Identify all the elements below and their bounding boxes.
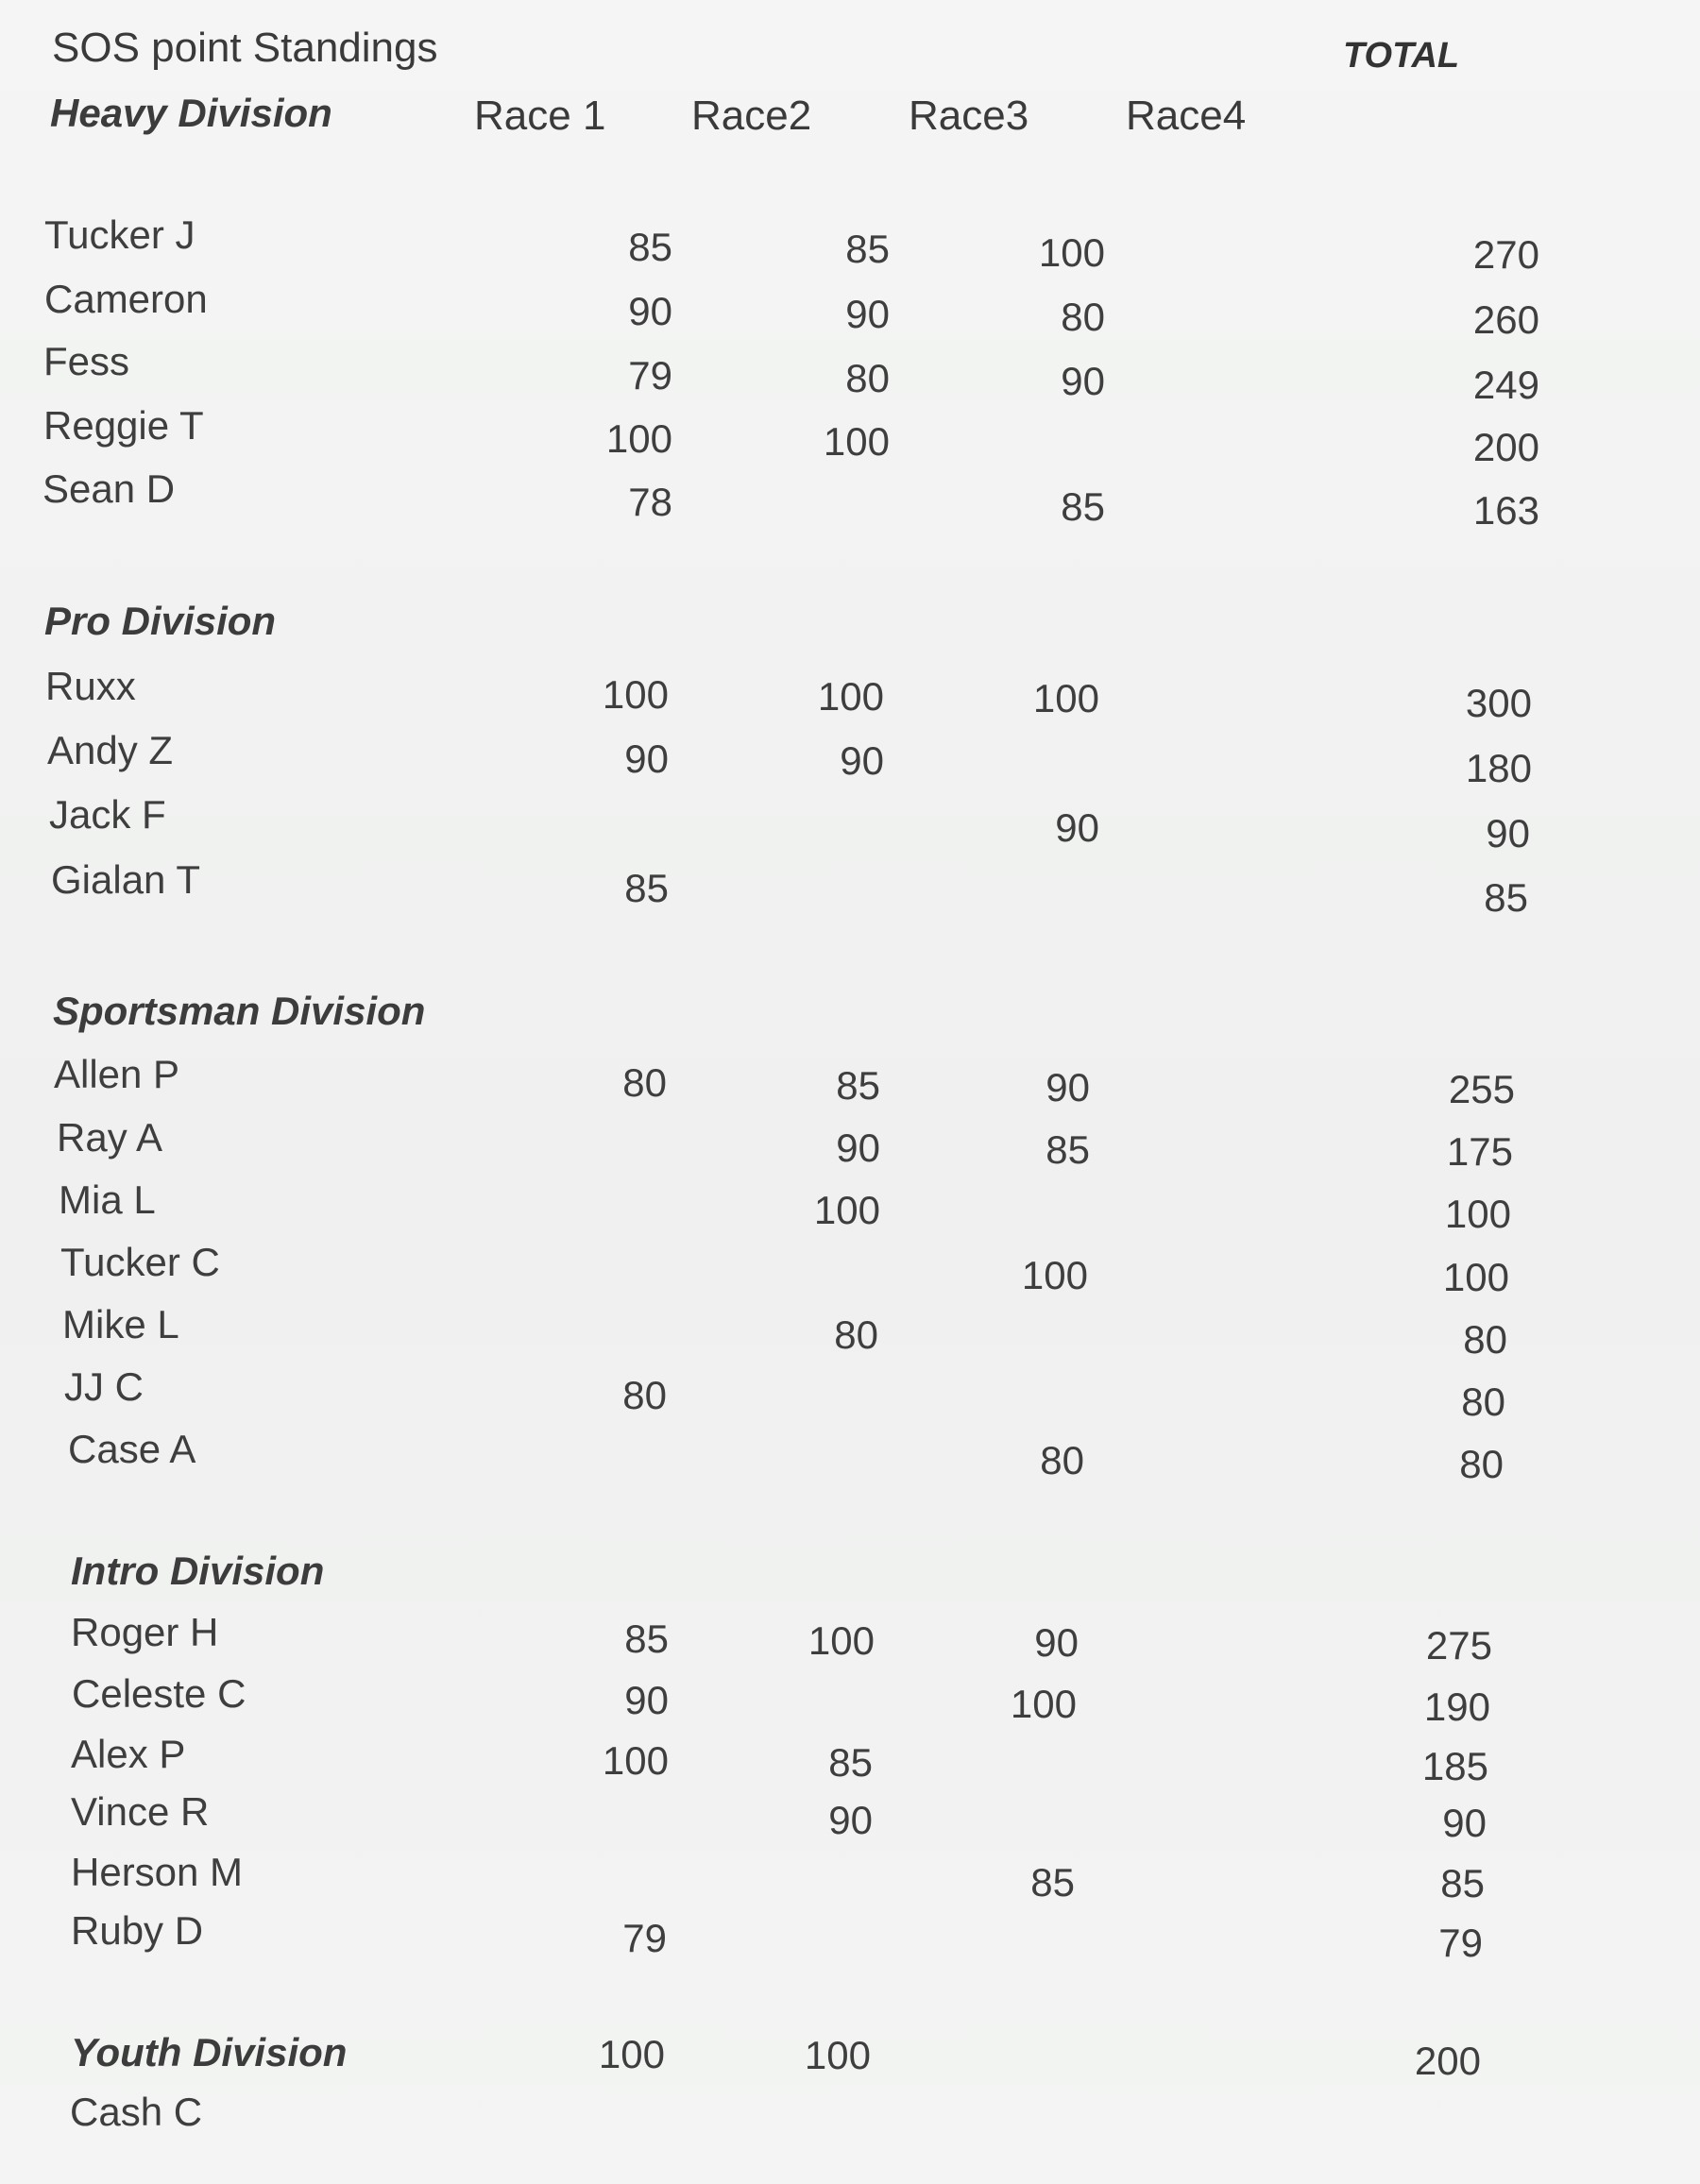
race-3-points: 85 bbox=[1030, 1860, 1075, 1905]
race-2-points: 90 bbox=[845, 292, 890, 336]
racer-name: Allen P bbox=[54, 1052, 180, 1096]
total-points: 79 bbox=[1438, 1921, 1483, 1965]
division-heading-sportsman: Sportsman Division bbox=[53, 989, 426, 1033]
race-3-points: 100 bbox=[1038, 230, 1105, 275]
total-points: 175 bbox=[1446, 1129, 1513, 1174]
racer-name: JJ C bbox=[64, 1364, 144, 1409]
racer-name: Sean D bbox=[42, 466, 176, 511]
division-heading-pro: Pro Division bbox=[44, 599, 277, 643]
race-3-points: 100 bbox=[1010, 1682, 1077, 1726]
total-points: 90 bbox=[1486, 811, 1530, 855]
division-heading-heavy: Heavy Division bbox=[50, 91, 332, 135]
total-points: 163 bbox=[1472, 488, 1539, 533]
total-points: 270 bbox=[1472, 232, 1539, 277]
race-2-points: 80 bbox=[845, 356, 890, 400]
racer-name: Tucker J bbox=[44, 212, 196, 257]
race-1-points: 85 bbox=[624, 866, 669, 910]
total-points: 85 bbox=[1440, 1861, 1485, 1905]
racer-name: Mike L bbox=[62, 1302, 179, 1346]
total-points: 85 bbox=[1484, 875, 1528, 920]
race-2-points: 100 bbox=[823, 419, 890, 464]
race-2-points: 85 bbox=[845, 227, 890, 271]
racer-name: Herson M bbox=[71, 1850, 244, 1894]
total-points: 200 bbox=[1414, 2039, 1481, 2083]
racer-name: Ruxx bbox=[45, 664, 136, 708]
racer-name: Case A bbox=[68, 1427, 196, 1471]
race-2-points: 100 bbox=[813, 1188, 880, 1232]
racer-name: Alex P bbox=[71, 1732, 186, 1776]
race-1-points: 100 bbox=[602, 672, 669, 717]
total-points: 80 bbox=[1461, 1380, 1505, 1424]
race-1-points: 90 bbox=[624, 1678, 669, 1722]
racer-name: Fess bbox=[43, 339, 130, 383]
total-points: 90 bbox=[1442, 1801, 1487, 1845]
racer-name: Ruby D bbox=[71, 1908, 204, 1953]
race-2-points: 85 bbox=[828, 1740, 873, 1785]
race-2-points: 85 bbox=[836, 1063, 880, 1108]
total-points: 249 bbox=[1472, 363, 1539, 407]
division-heading-youth: Youth Division bbox=[71, 2030, 348, 2074]
race-3-points: 100 bbox=[1032, 676, 1099, 720]
total-column-header: TOTAL bbox=[1343, 36, 1460, 76]
race-1-points: 79 bbox=[628, 353, 672, 398]
total-points: 275 bbox=[1425, 1623, 1492, 1668]
race-1-points: 90 bbox=[628, 289, 672, 333]
race-1-points: 79 bbox=[622, 1916, 667, 1960]
total-points: 80 bbox=[1463, 1317, 1507, 1362]
race-3-points: 90 bbox=[1034, 1620, 1079, 1665]
racer-name: Reggie T bbox=[43, 403, 204, 448]
total-points: 80 bbox=[1459, 1442, 1504, 1486]
race-1-header: Race 1 bbox=[474, 93, 606, 139]
race-2-points: 90 bbox=[828, 1798, 873, 1842]
race-1-points: 100 bbox=[602, 1738, 669, 1783]
total-points: 100 bbox=[1442, 1255, 1509, 1299]
total-points: 100 bbox=[1444, 1192, 1511, 1236]
total-points: 190 bbox=[1423, 1685, 1490, 1729]
race-2-header: Race2 bbox=[691, 93, 812, 139]
total-points: 180 bbox=[1465, 746, 1532, 790]
racer-name: Cameron bbox=[44, 277, 208, 321]
race-1-points: 85 bbox=[624, 1617, 669, 1661]
race-1-points: 90 bbox=[624, 736, 669, 781]
racer-name: Mia L bbox=[59, 1177, 156, 1222]
race-2-points: 90 bbox=[836, 1126, 880, 1170]
racer-name: Andy Z bbox=[47, 728, 174, 772]
race-3-points: 80 bbox=[1040, 1438, 1084, 1482]
race-3-points: 90 bbox=[1046, 1065, 1090, 1109]
race-2-points: 80 bbox=[834, 1312, 878, 1357]
race-1-points: 78 bbox=[628, 480, 672, 524]
division-heading-intro: Intro Division bbox=[71, 1549, 325, 1593]
race-2-points: 100 bbox=[808, 1618, 875, 1663]
race-3-points: 100 bbox=[1021, 1253, 1088, 1297]
racer-name: Roger H bbox=[71, 1610, 219, 1654]
racer-name: Ray A bbox=[57, 1115, 163, 1160]
race-1-points: 100 bbox=[598, 2032, 665, 2076]
race-3-points: 85 bbox=[1046, 1127, 1090, 1172]
race-2-points: 100 bbox=[804, 2033, 871, 2077]
race-1-points: 80 bbox=[622, 1373, 667, 1417]
racer-name: Cash C bbox=[70, 2090, 203, 2134]
racer-name: Tucker C bbox=[60, 1240, 220, 1284]
total-points: 255 bbox=[1448, 1067, 1515, 1111]
race-1-points: 100 bbox=[605, 416, 672, 461]
race-3-points: 80 bbox=[1061, 295, 1105, 339]
racer-name: Celeste C bbox=[72, 1671, 246, 1716]
total-points: 200 bbox=[1472, 425, 1539, 469]
racer-name: Jack F bbox=[49, 792, 166, 837]
race-3-points: 90 bbox=[1055, 805, 1099, 850]
total-points: 260 bbox=[1472, 297, 1539, 342]
race-1-points: 85 bbox=[628, 225, 672, 269]
race-3-header: Race3 bbox=[909, 93, 1029, 139]
race-1-points: 80 bbox=[622, 1060, 667, 1105]
total-points: 185 bbox=[1421, 1744, 1488, 1788]
racer-name: Vince R bbox=[71, 1789, 210, 1834]
race-2-points: 100 bbox=[817, 674, 884, 719]
race-3-points: 90 bbox=[1061, 359, 1105, 403]
racer-name: Gialan T bbox=[51, 857, 200, 902]
race-4-header: Race4 bbox=[1126, 93, 1247, 139]
race-2-points: 90 bbox=[840, 738, 884, 783]
race-3-points: 85 bbox=[1061, 484, 1105, 529]
page-title: SOS point Standings bbox=[52, 25, 438, 71]
total-points: 300 bbox=[1465, 681, 1532, 725]
